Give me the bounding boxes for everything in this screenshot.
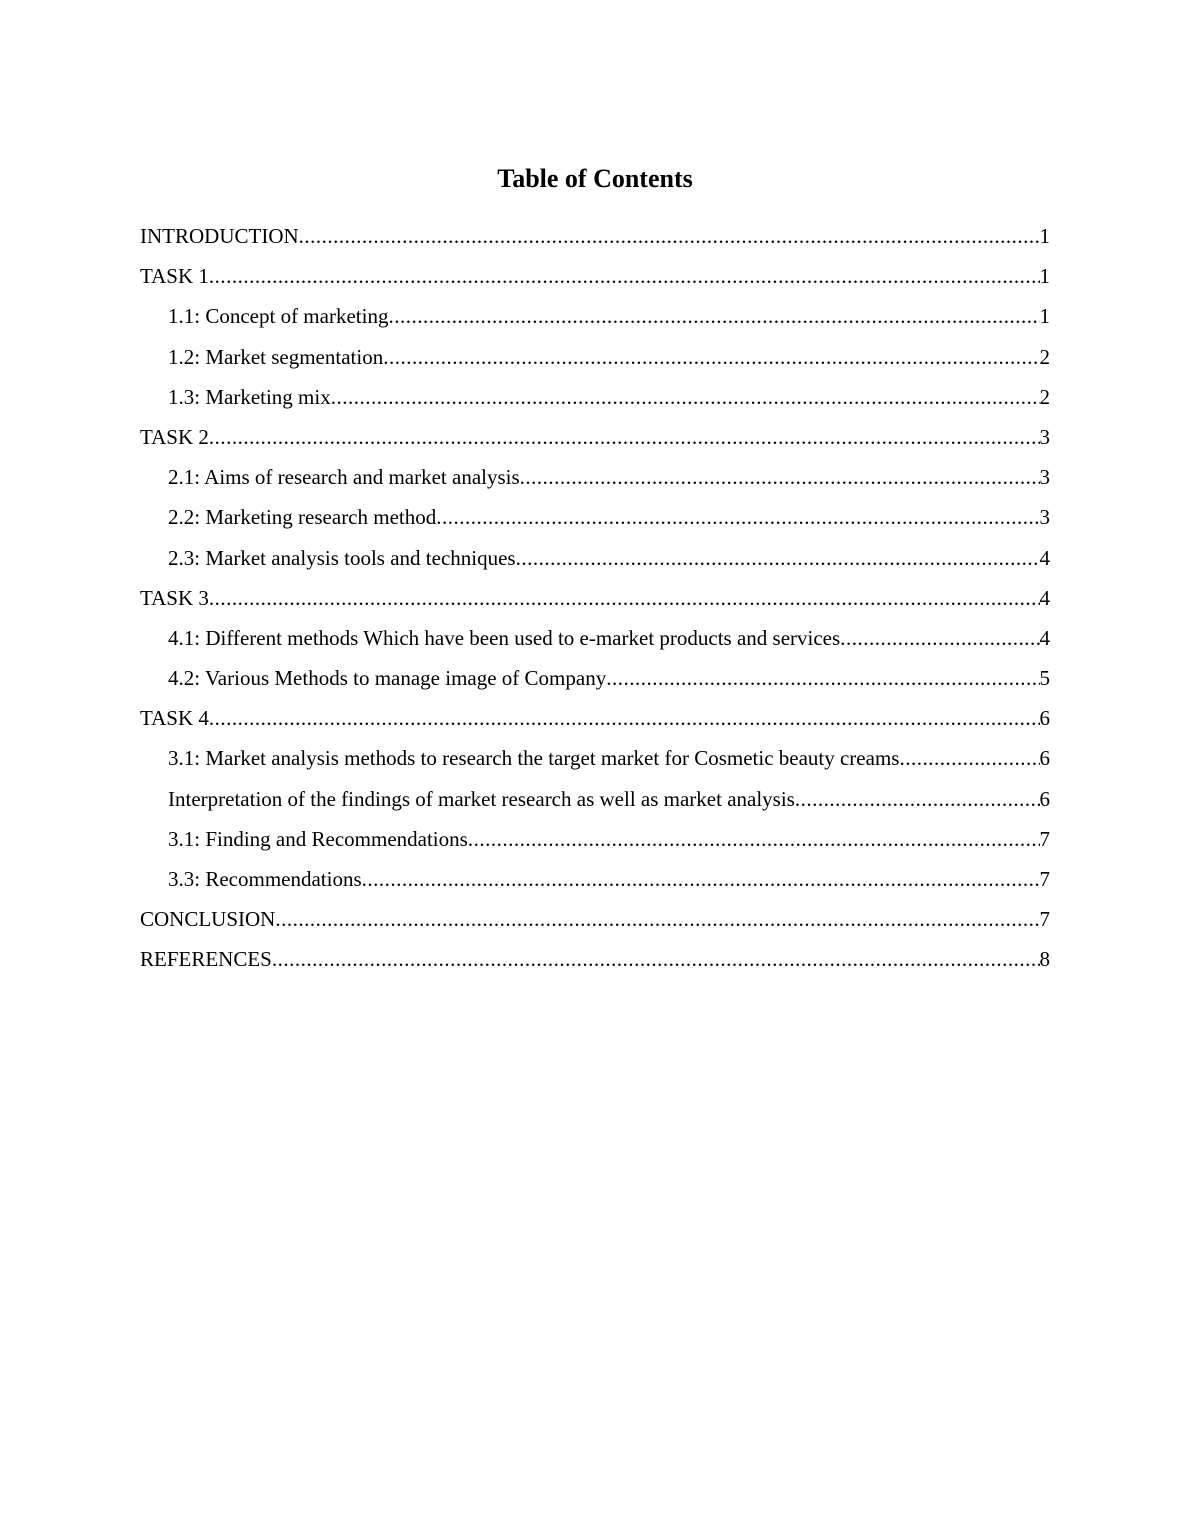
toc-dot-leader — [516, 538, 1040, 578]
toc-entry-text: INTRODUCTION — [140, 224, 299, 248]
toc-dot-leader — [795, 779, 1040, 819]
toc-entry-concept-of-marketing[interactable] — [140, 296, 1050, 336]
toc-entry-interpretation-of-findings[interactable] — [140, 779, 1050, 819]
toc-entry-task-3[interactable] — [140, 578, 1050, 618]
toc-entry-recommendations[interactable] — [140, 859, 1050, 899]
toc-page-number: 2 — [1039, 384, 1050, 409]
toc-entry-text: 2.3: Market analysis tools and techniques — [168, 545, 516, 570]
toc-entry-text: 3.1: Finding and Recommendations — [168, 826, 468, 851]
toc-page-number: 6 — [1039, 706, 1050, 731]
toc-dot-leader — [840, 618, 1039, 658]
toc-page-number: 6 — [1039, 746, 1050, 771]
toc-dot-leader — [275, 899, 1039, 939]
toc-entry-text: 1.3: Marketing mix — [168, 384, 331, 409]
toc-entry-text: CONCLUSION — [140, 907, 276, 932]
toc-entry-text: 1.2: Market segmentation — [168, 344, 384, 369]
toc-entry-text: 3.3: Recommendations — [168, 867, 362, 891]
toc-dot-leader — [209, 256, 1040, 296]
toc-dot-leader — [899, 738, 1039, 778]
toc-page-number: 1 — [1039, 224, 1050, 248]
toc-entry-marketing-research-method[interactable] — [140, 497, 1050, 537]
toc-entry-e-market-methods[interactable] — [140, 618, 1050, 658]
toc-entry-finding-and-recommendations[interactable] — [140, 819, 1050, 859]
toc-entry-text: 1.1: Concept of marketing — [168, 304, 389, 329]
toc-entry-marketing-mix[interactable] — [140, 377, 1050, 417]
toc-page-number: 8 — [1039, 947, 1050, 972]
toc-dot-leader — [436, 497, 1039, 537]
toc-page-number: 4 — [1039, 585, 1050, 610]
toc-entry-references[interactable] — [140, 939, 1050, 979]
toc-entry-text: TASK 3 — [140, 585, 209, 610]
toc-entry-text: REFERENCES — [140, 947, 272, 972]
toc-page-number: 1 — [1039, 304, 1050, 329]
toc-dot-leader — [209, 698, 1040, 738]
toc-entry-market-analysis-methods[interactable] — [140, 738, 1050, 778]
toc-dot-leader — [299, 216, 1040, 256]
toc-page-number: 7 — [1039, 907, 1050, 932]
toc-page-number: 2 — [1039, 344, 1050, 369]
toc-entry-introduction[interactable] — [140, 216, 1050, 256]
toc-entry-text: 4.1: Different methods Which have been used to e-market products and services — [168, 625, 841, 650]
toc-dot-leader — [520, 457, 1040, 497]
toc-entry-text: 2.1: Aims of research and market analysis — [168, 465, 520, 490]
toc-entry-aims-of-research[interactable] — [140, 457, 1050, 497]
toc-page-number: 1 — [1039, 264, 1050, 289]
toc-entry-market-segmentation[interactable] — [140, 337, 1050, 377]
toc-title: Table of Contents — [497, 164, 693, 193]
toc-entry-conclusion[interactable] — [140, 899, 1050, 939]
toc-page-number: 6 — [1039, 786, 1050, 811]
toc-dot-leader — [362, 859, 1040, 899]
toc-entry-text: Interpretation of the findings of market research as well as market analysis — [168, 786, 795, 811]
toc-entry-text: TASK 4 — [140, 706, 209, 731]
toc-page-number: 3 — [1039, 505, 1050, 530]
toc-page-number: 3 — [1039, 424, 1050, 449]
toc-entry-task-1[interactable] — [140, 256, 1050, 296]
toc-page-number: 5 — [1039, 666, 1050, 691]
toc-entry-text: 2.2: Marketing research method — [168, 505, 437, 530]
toc-dot-leader — [209, 578, 1040, 618]
toc-dot-leader — [388, 296, 1039, 336]
toc-dot-leader — [468, 819, 1040, 859]
toc-entry-manage-company-image[interactable] — [140, 658, 1050, 698]
toc-dot-leader — [331, 377, 1040, 417]
toc-entry-text: 4.2: Various Methods to manage image of Company — [168, 666, 607, 691]
toc-dot-leader — [383, 337, 1039, 377]
toc-entry-market-analysis-tools[interactable] — [140, 538, 1050, 578]
toc-page-number: 4 — [1039, 625, 1050, 650]
toc-entry-text: TASK 2 — [140, 424, 209, 449]
toc-entry-text: TASK 1 — [140, 264, 209, 289]
toc-dot-leader — [606, 658, 1039, 698]
toc-entry-task-4[interactable] — [140, 698, 1050, 738]
toc-page-number: 3 — [1039, 465, 1050, 490]
toc-dot-leader — [272, 939, 1040, 979]
toc-dot-leader — [209, 417, 1040, 457]
toc-list — [140, 216, 1050, 980]
toc-page-number: 4 — [1039, 545, 1050, 570]
toc-page-number: 7 — [1039, 826, 1050, 851]
toc-entry-task-2[interactable] — [140, 417, 1050, 457]
toc-page-number: 7 — [1039, 867, 1050, 891]
toc-entry-text: 3.1: Market analysis methods to research the target market for Cosmetic beauty creams — [168, 746, 900, 771]
